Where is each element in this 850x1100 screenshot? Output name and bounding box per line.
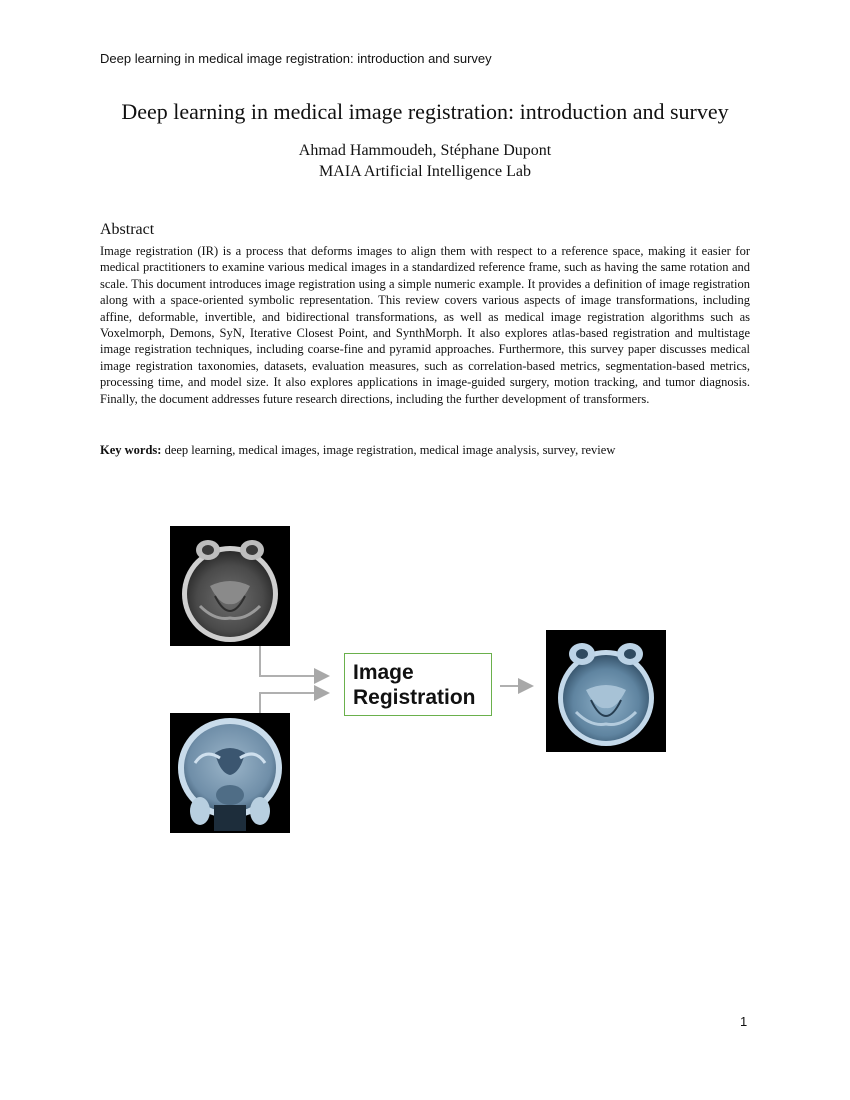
paper-title: Deep learning in medical image registration: introduction and survey xyxy=(121,99,729,124)
registration-figure xyxy=(160,520,680,840)
registered-image xyxy=(546,630,666,752)
running-header: Deep learning in medical image registration: introduction and survey xyxy=(100,51,492,66)
box-label-line2: Registration xyxy=(353,686,476,709)
authors: Ahmad Hammoudeh, Stéphane Dupont xyxy=(298,142,552,159)
keywords xyxy=(100,442,750,458)
moving-arrow xyxy=(260,646,328,676)
abstract-heading: Abstract xyxy=(100,221,155,238)
author-block xyxy=(0,140,850,182)
page-number: 1 xyxy=(740,1014,748,1029)
box-label-line1: Image xyxy=(353,661,414,684)
keywords-label: Key words: xyxy=(100,443,162,457)
image-registration-box xyxy=(344,653,492,716)
fixed-arrow xyxy=(260,693,328,713)
abstract-body: Image registration (IR) is a process that deforms images to align them with respect to a reference space, making it easier for medical practitioners to examine various medical images in a standardized reference frame, such as having the same rotation and scale. This document introduces image registration using a simple numeric example. It provides a definition of image registration along with a space-oriented symbolic representation. This review covers various aspects of image transformations, including affine, deformable, invertible, and bidirectional transformations, as well as medical image registration algorithms such as Voxelmorph, Demons, SyN, Iterative Closest Point, and SynthMorph. It also explores atlas-based registration and multistage image registration techniques, including coarse-fine and pyramid approaches. Furthermore, this survey paper discusses medical image registration taxonomies, datasets, evaluation measures, such as correlation-based metrics, segmentation-based metrics, processing time, and model size. It also explores applications in image-guided surgery, motion tracking, and tumor diagnosis. Finally, the document addresses future research directions, including the further development of transformers. xyxy=(100,244,750,406)
affiliation: MAIA Artificial Intelligence Lab xyxy=(319,163,531,180)
keywords-text: deep learning, medical images, image registration, medical image analysis, survey, review xyxy=(161,443,616,457)
